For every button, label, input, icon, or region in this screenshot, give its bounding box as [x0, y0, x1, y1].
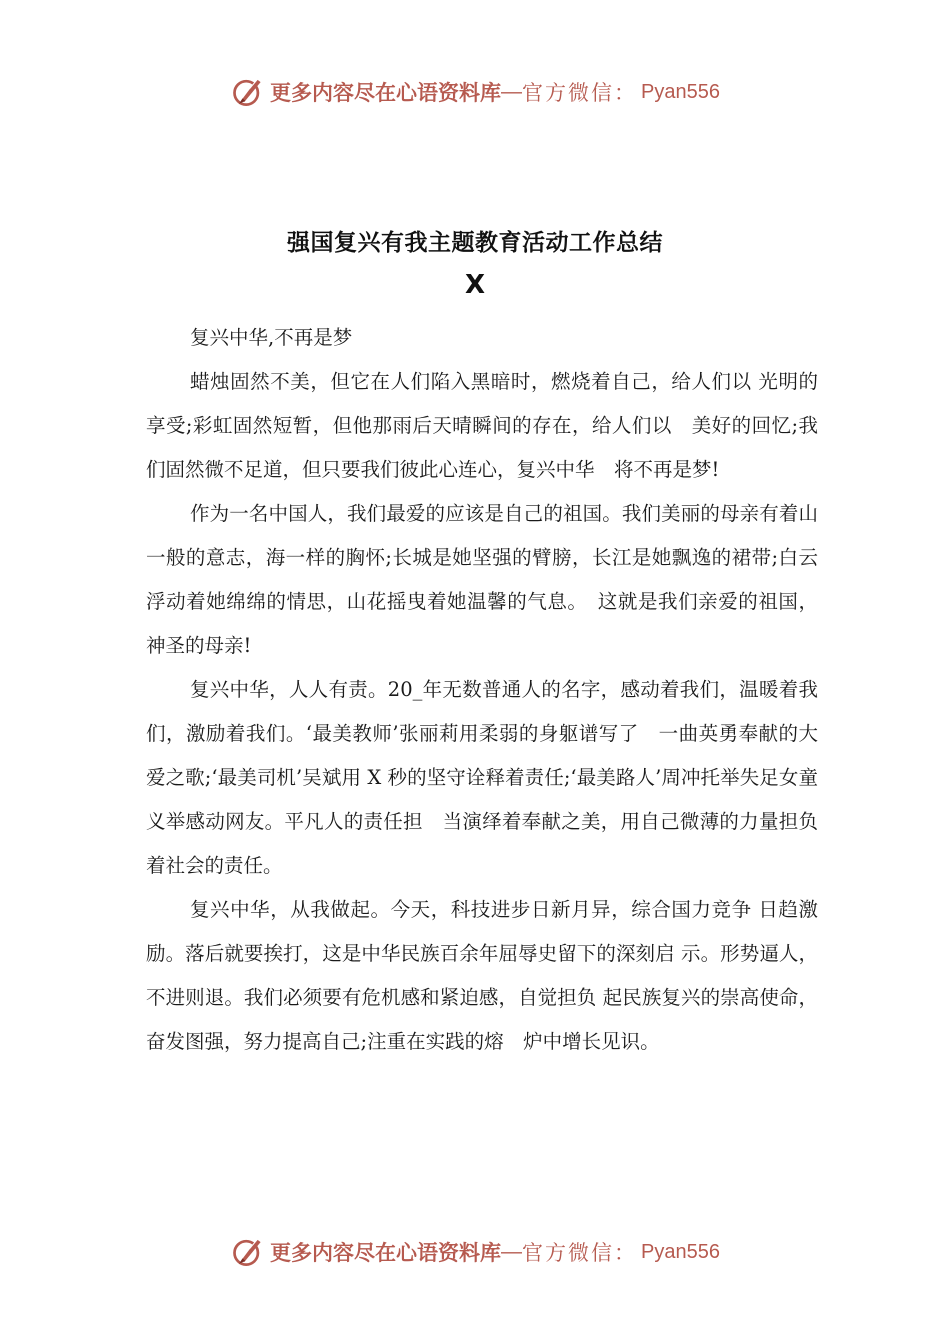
document-title: 强国复兴有我主题教育活动工作总结 [287, 230, 663, 256]
header-wechat-id: Pyan556 [641, 80, 720, 103]
footer-separator: — [501, 1240, 523, 1263]
quill-pen-logo-icon [230, 1234, 266, 1270]
footer-brand-text: 更多内容尽在心语资料库 [270, 1240, 502, 1265]
paragraph: 蜡烛固然不美，但它在人们陷入黑暗时，燃烧着自己，给人们以 光明的享受;彩虹固然短暂，但他那雨后天晴瞬间的存在，给人们以 美好的回忆;我们固然微不足道，但只要我们彼此心连心，复兴中华 将不再是梦! [146, 370, 818, 481]
document-body [146, 316, 818, 1064]
paragraph: 复兴中华，从我做起。今天，科技进步日新月异，综合国力竞争 日趋激励。落后就要挨打，这是中华民族百余年屈辱史留下的深刻启 示。形势逼人，不进则退。我们必须要有危机感和紧迫感，自觉担负 起民族复兴的崇高使命，奋发图强，努力提高自己;注重在实践的熔 炉中增长见识。 [146, 898, 818, 1053]
paragraph: 复兴中华，人人有责。20_年无数普通人的名字，感动着我们，温暖着我们，激励着我们。‘最美教师’张丽莉用柔弱的身躯谱写了 一曲英勇奉献的大爱之歌;‘最美司机’吴斌用 X 秒的坚守诠释着责任;‘最美路人’周冲托举失足女童义举感动网友。平凡人的责任担 当演绎着奉献之美，用自己微薄的力量担负着社会的责任。 [146, 678, 818, 877]
footer-official-label: 官方微信： [522, 1241, 638, 1265]
header-official-label: 官方微信： [522, 81, 638, 105]
header-brand-text: 更多内容尽在心语资料库 [270, 80, 502, 105]
footer-banner [0, 1232, 950, 1272]
paragraph: 复兴中华,不再是梦 [190, 326, 353, 349]
document-subtitle: X [464, 270, 486, 300]
header-banner [0, 72, 950, 112]
header-separator: — [501, 80, 523, 103]
quill-pen-logo-icon [230, 74, 266, 110]
paragraph: 作为一名中国人，我们最爱的应该是自己的祖国。我们美丽的母亲有着山一般的意志，海一样的胸怀;长城是她坚强的臂膀，长江是她飘逸的裙带;白云浮动着她绵绵的情思，山花摇曳着她温馨的气息。 这就是我们亲爱的祖国，神圣的母亲! [146, 502, 818, 657]
footer-wechat-id: Pyan556 [641, 1240, 720, 1263]
